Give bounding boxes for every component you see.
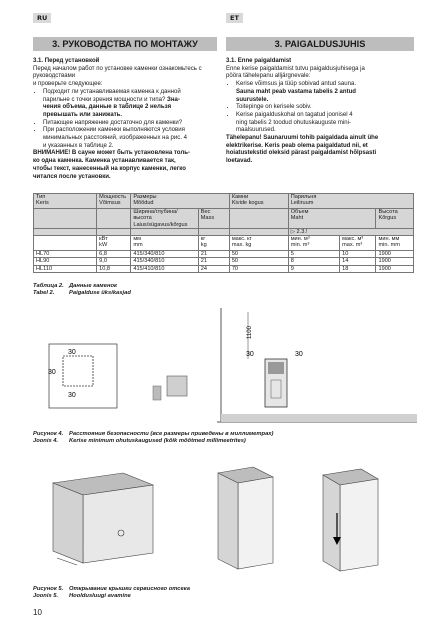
table-header-cell: Тип Keris (34, 194, 97, 209)
table-header-cell: ▷ 2.3.! (288, 228, 413, 235)
list-item (236, 104, 416, 112)
table-cell: 8 (288, 258, 339, 265)
table-header-cell: Размеры Mõõdud (131, 194, 229, 209)
height-dimension-label: 1100 (247, 326, 253, 339)
floor-hatch (221, 414, 417, 422)
table-cell: HL90 (34, 258, 97, 265)
intro-et-line: pööra tähelepanu alljärgnevale: (226, 73, 311, 80)
table-cell: кВт kW (97, 236, 131, 251)
table-header-cell: Мощность Võimsus (97, 194, 131, 209)
list-item (236, 112, 416, 135)
text-line: maalsuurused. (236, 127, 276, 134)
heater-step-2 (218, 467, 273, 569)
heading-ru: 3.1. Перед установкой (33, 58, 100, 64)
table-header-cell (229, 228, 288, 235)
column-et (226, 58, 416, 166)
table-cell: 415/340/810 (131, 251, 198, 258)
table-header-cell (198, 228, 229, 235)
warning-et-line: hoiatustekstid oleksid pärast paigaldamist hõlpsasti (226, 150, 377, 157)
table-header-cell: Ширина/глубина/высота Laius/sügavus/kõrgus (131, 209, 198, 229)
table-units-row (34, 236, 414, 251)
table-cell: 21 (198, 251, 229, 258)
table-cell: 10,8 (97, 265, 131, 272)
table-cell: макс. кг max. kg (229, 236, 288, 251)
caption-text: Открывание крышки сервисного отсека (69, 586, 190, 592)
text-line: и указанных в таблице 2. (43, 142, 114, 149)
caption-text: Данные каменок (69, 283, 117, 289)
clearance-side-label: 30 (48, 369, 56, 376)
table-cell: мм mm (131, 236, 198, 251)
table-cell: 10 (340, 251, 376, 258)
caption-number: Таблица 2. (33, 283, 64, 289)
text-line: suurustele. (236, 96, 269, 103)
table-cell: 9 (288, 265, 339, 272)
text-line: парильне с точки зрения мощности и типа? (43, 96, 168, 103)
table-header-cell (131, 228, 198, 235)
heater-top-icon (63, 356, 93, 386)
table-cell: HL70 (34, 251, 97, 258)
text-line: Kerise võimsus ja tüüp sobivad antud sauna. (236, 81, 357, 88)
table-cell: 1900 (376, 258, 414, 265)
table-header-cell: Высота Kõrgus (376, 209, 414, 229)
heater-side-icon (167, 376, 187, 396)
warning-ru-line: читался после установки. (33, 173, 111, 180)
table-cell: 50 (229, 251, 288, 258)
table-cell: 415/410/810 (131, 265, 198, 272)
caption-text: Paigalduse üksikasjad (69, 289, 131, 296)
clearance-left-label: 30 (246, 351, 254, 358)
table-cell: 9,0 (97, 258, 131, 265)
caption-table-2 (33, 283, 131, 296)
table-header-row (34, 228, 414, 235)
table-cell: мин. мм min. mm (376, 236, 414, 251)
caption-number: Рисунок 4. (33, 431, 64, 437)
table-header-cell: Объем Maht (288, 209, 376, 229)
table-cell: 21 (198, 258, 229, 265)
checklist-ru (33, 89, 219, 151)
heater-step-1 (53, 473, 153, 565)
table-header-cell (34, 209, 97, 229)
caption-text: Расстояния безопасности (все размеры приведены в миллиметрах) (69, 431, 274, 437)
table-header-row (34, 209, 414, 229)
table-cell: макс. м³ max. m³ (340, 236, 376, 251)
table-cell: 50 (229, 258, 288, 265)
figure-5-service-hatch (33, 453, 417, 577)
text-line: Sauna maht peab vastama tabelis 2 antud (236, 88, 356, 95)
text-line: минимальных расстояний, изображенных на рис. 4 (43, 135, 188, 142)
table-header-row (34, 194, 414, 209)
warning-et-line: elektrikerise. Keris peab olema paigaldatud nii, et (226, 142, 368, 149)
text-line: При расположении каменки выполняются условия (43, 127, 185, 134)
table-cell: 5 (288, 251, 339, 258)
caption-text: Kerise minimum ohutuskaugused (kõik mõõtmed millimeetrites) (69, 437, 246, 444)
text-line: превышать или занижать. (43, 111, 123, 118)
stones-icon (268, 362, 284, 374)
table-cell: 24 (198, 265, 229, 272)
caption-number: Рисунок 5. (33, 586, 64, 592)
table-cell: 14 (340, 258, 376, 265)
table-cell: 1900 (376, 265, 414, 272)
warning-ru-line: чтобы текст, нанесенный на корпус каменки, легко (33, 165, 186, 172)
page-number: 10 (33, 608, 42, 617)
figure-4-safety-distances (33, 304, 417, 428)
text-line: чения объема, данные в таблице 2 нельзя (43, 104, 172, 111)
text-line: Подходит ли устанавливаемая каменка к данной (43, 88, 181, 95)
table-cell: 1900 (376, 251, 414, 258)
caption-text: Hooldusluugi avamine (69, 592, 131, 599)
list-item (43, 89, 219, 120)
text-line: ning tabelis 2 toodud ohutuskauguste mini- (236, 119, 351, 126)
text-line: Kerise paigalduskohal on tagatud joonisel 4 (236, 111, 353, 118)
clearance-bottom-label: 30 (68, 392, 76, 399)
intro-ru-line: Перед началом работ по установке каменки ознакомьтесь с руководствами (33, 65, 202, 80)
caption-number: Tabel 2. (33, 289, 55, 296)
table-header-cell (34, 228, 97, 235)
table-cell: HL110 (34, 265, 97, 272)
caption-figure-4 (33, 431, 273, 444)
spec-table (33, 193, 414, 273)
table-header-cell: Парильня Leiliruum (288, 194, 413, 209)
table-cell: 415/340/810 (131, 258, 198, 265)
table-cell: 70 (229, 265, 288, 272)
caption-figure-5 (33, 586, 190, 599)
table-cell (34, 236, 97, 251)
clearance-right-label: 30 (295, 351, 303, 358)
table-header-cell (97, 228, 131, 235)
language-tag-ru: RU (33, 13, 51, 23)
list-item (43, 127, 219, 150)
table-cell: 18 (340, 265, 376, 272)
table-header-cell (97, 209, 131, 229)
warning-ru-line: ВНИМАНИЕ! В сауне может быть установлена толь- (33, 150, 190, 157)
intro-et-line: Enne kerise paigaldamist tutvu paigaldusjuhisega ja (226, 65, 365, 72)
clearance-top-label: 30 (68, 349, 76, 356)
text-line: Питающее напряжение достаточно для каменки? (43, 119, 183, 126)
column-ru (33, 58, 219, 181)
heading-et: 3.1. Enne paigaldamist (226, 58, 292, 64)
caption-number: Joonis 4. (33, 437, 59, 444)
table-header-cell: Вес Mass (198, 209, 229, 229)
table-header-cell: Камни Kivide kogus (229, 194, 288, 209)
caption-number: Joonis 5. (33, 592, 59, 599)
table-row (34, 251, 414, 258)
warning-ru-line: ко одна каменка. Каменка устанавливается так, (33, 158, 176, 165)
section-title-et: 3. PAIGALDUSJUHIS (226, 37, 414, 51)
table-cell: мин. м³ min. m³ (288, 236, 339, 251)
intro-ru-line: и проверьте следующее: (33, 81, 103, 88)
section-title-ru: 3. РУКОВОДСТВА ПО МОНТАЖУ (33, 37, 217, 51)
table-row (34, 258, 414, 265)
table-header-cell (229, 209, 288, 229)
language-tag-et: ET (226, 13, 243, 23)
warning-et-line: Tähelepanu! Saunaruumi tohib paigaldada ainult ühe (226, 135, 379, 142)
bench-icon (153, 386, 161, 400)
table-cell: 6,8 (97, 251, 131, 258)
text-line: Зна- (167, 96, 180, 103)
list-item (43, 120, 219, 128)
warning-et-line: loetavad. (226, 158, 253, 165)
list-item (236, 81, 416, 104)
checklist-et (226, 81, 416, 135)
table-cell: кг kg (198, 236, 229, 251)
table-row (34, 265, 414, 272)
heater-step-3 (323, 469, 378, 571)
text-line: Toitepinge on kerisele sobiv. (236, 104, 312, 111)
